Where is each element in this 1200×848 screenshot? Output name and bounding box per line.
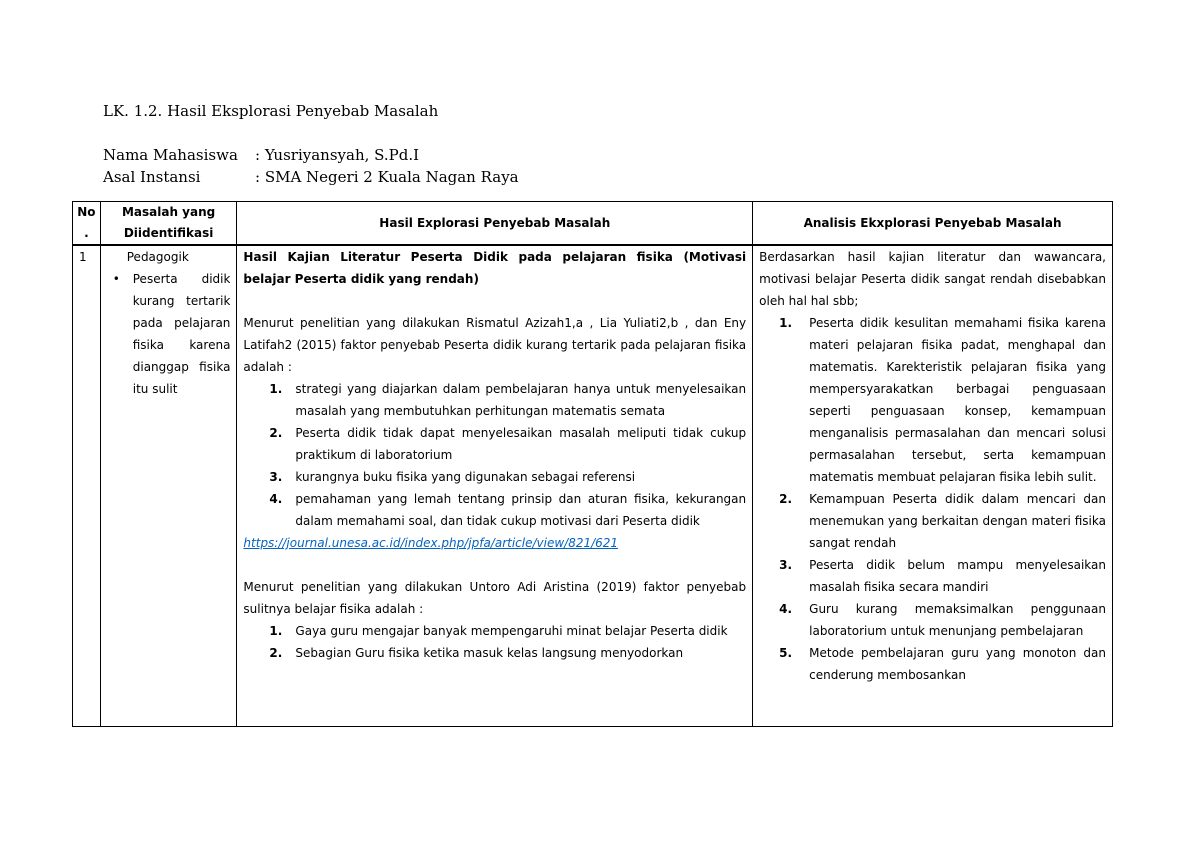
analisis-list: [759, 312, 1106, 686]
analisis-intro: Berdasarkan hasil kajian literatur dan wawancara, motivasi belajar Peserta didik sangat rendah disebabkan oleh hal hal sbb;: [759, 250, 1106, 308]
list-item: 2. Kemampuan Peserta didik dalam mencari dan menemukan yang berkaitan dengan materi fisika sangat rendah: [779, 492, 1106, 550]
journal-link[interactable]: https://journal.unesa.ac.id/index.php/jpfa/article/view/821/621: [243, 536, 619, 550]
row-number: 1: [79, 250, 87, 264]
list-item: 1. Gaya guru mengajar banyak mempengaruhi minat belajar Peserta didik: [269, 624, 728, 638]
list-item: 1. strategi yang diajarkan dalam pembelajaran hanya untuk menyelesaikan masalah yang membutuhkan perhitungan matematis semata: [269, 382, 747, 418]
masalah-category: Pedagogik: [126, 250, 189, 264]
hasil-paragraph-2: Menurut penelitian yang dilakukan Untoro Adi Aristina (2019) faktor penyebab sulitnya belajar fisika adalah :: [243, 580, 747, 616]
cell-hasil: [237, 245, 753, 727]
hasil-paragraph-1: Menurut penelitian yang dilakukan Rismatul Azizah1,a , Lia Yuliati2,b , dan Eny Latifah2 (2015) faktor penyebab Peserta didik kurang tertarik pada pelajaran fisika adalah :: [243, 316, 747, 374]
list-item: 4. pemahaman yang lemah tentang prinsip dan aturan fisika, kekurangan dalam memahami soal, dan tidak cukup motivasi dari Peserta didik: [269, 492, 747, 528]
institution-value: : SMA Negeri 2 Kuala Nagan Raya: [255, 168, 519, 186]
header-analisis: Analisis Ekxplorasi Penyebab Masalah: [753, 202, 1113, 246]
document-title: LK. 1.2. Hasil Eksplorasi Penyebab Masalah: [103, 102, 439, 120]
hasil-heading-text: Hasil Kajian Literatur Peserta Didik pada pelajaran fisika (Motivasi belajar Peserta didik yang rendah): [243, 250, 747, 286]
exploration-table: [72, 201, 1113, 727]
masalah-bullet-item: [107, 268, 231, 400]
list-item: 2. Sebagian Guru fisika ketika masuk kelas langsung menyodorkan: [269, 646, 684, 660]
list-item: 3. kurangnya buku fisika yang digunakan sebagai referensi: [269, 470, 636, 484]
list-item: 5. Metode pembelajaran guru yang monoton dan cenderung membosankan: [779, 646, 1106, 682]
cell-masalah: [100, 245, 237, 727]
student-name-value: : Yusriyansyah, S.Pd.I: [255, 146, 420, 164]
institution-label: Asal Instansi: [103, 168, 201, 186]
hasil-list-2: [243, 620, 746, 664]
list-item: 3. Peserta didik belum mampu menyelesaikan masalah fisika secara mandiri: [779, 558, 1106, 594]
student-name-row: [103, 144, 519, 166]
hasil-heading: [243, 246, 746, 290]
hasil-list-1: [243, 378, 746, 532]
table-row: [73, 245, 1113, 727]
list-item: 2. Peserta didik tidak dapat menyelesaikan masalah meliputi tidak cukup praktikum di laboratorium: [269, 426, 747, 462]
cell-analisis: [753, 245, 1113, 727]
list-item: 1. Peserta didik kesulitan memahami fisika karena materi pelajaran fisika padat, menghapal dan matematis. Karekteristik pelajaran fisika yang mempersyarakatkan berbagai penguasaan seperti penguasaan konsep, kemampuan menganalisis permasalahan dan mencari solusi permasalahan tersebut, serta kemampuan matematis membuat pelajaran fisika lebih sulit.: [779, 316, 1106, 484]
table-header-row: [73, 202, 1113, 246]
header-no: No .: [73, 202, 101, 246]
institution-row: [103, 166, 519, 188]
header-hasil: Hasil Explorasi Penyebab Masalah: [237, 202, 753, 246]
cell-no: [73, 245, 101, 727]
list-item: 4. Guru kurang memaksimalkan penggunaan laboratorium untuk menunjang pembelajaran: [779, 602, 1106, 638]
student-info: [103, 144, 519, 188]
bullet-icon: •: [112, 272, 120, 286]
header-masalah: Masalah yang Diidentifikasi: [100, 202, 237, 246]
student-name-label: Nama Mahasiswa: [103, 146, 238, 164]
masalah-bullet-text: Peserta didik kurang tertarik pada pelajaran fisika karena dianggap fisika itu sulit: [132, 272, 231, 396]
